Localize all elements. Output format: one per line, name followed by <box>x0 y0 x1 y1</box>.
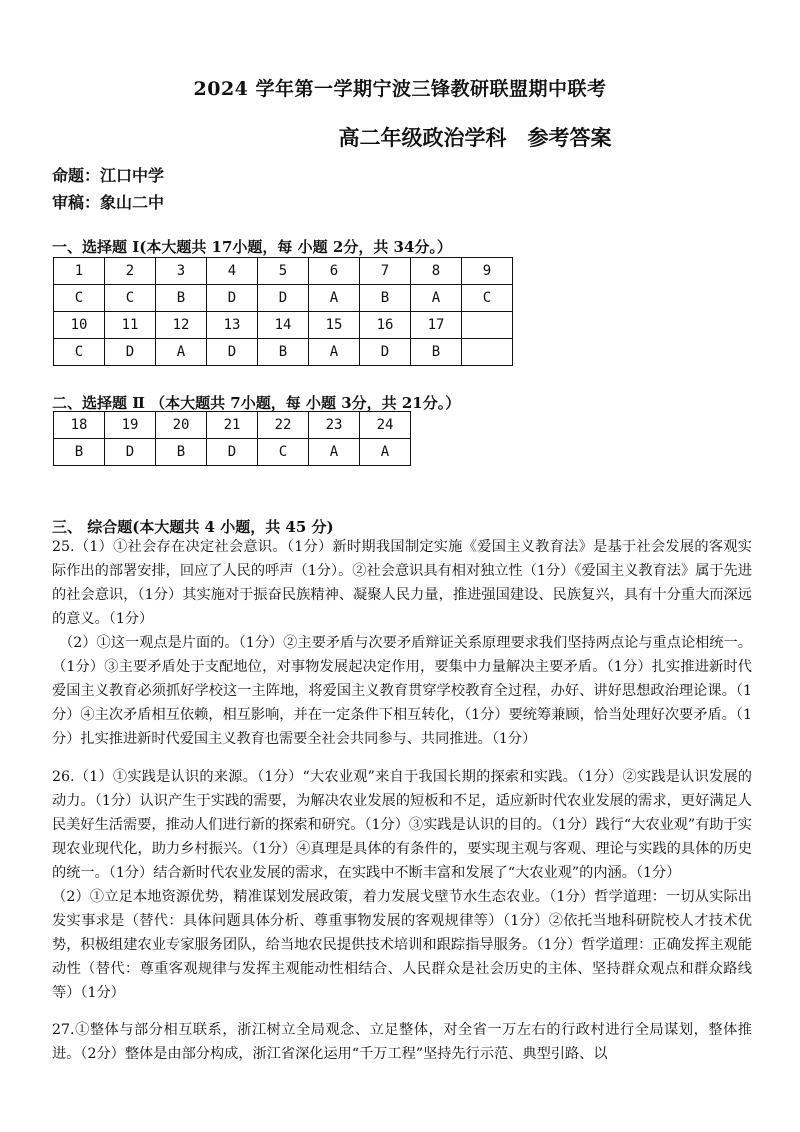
q27-part1: 27.①整体与部分相互联系，浙江树立全局观念、立足整体，对全省一万左右的行政村进行全局谋划，整体推进。（2分）整体是由部分构成，浙江省深化运用“千万工程”坚持先行示范、典型引路、以 <box>52 1022 752 1062</box>
section2-cell: B <box>156 439 207 466</box>
section2-row <box>54 412 411 439</box>
section3-heading: 三、 综合题(本大题共 4 小题，共 45 分) <box>52 518 334 536</box>
section1-cell: B <box>156 285 207 312</box>
section1-row <box>54 312 513 339</box>
section2-cell: 24 <box>360 412 411 439</box>
section2-cell: 20 <box>156 412 207 439</box>
section1-answer-table <box>53 257 513 366</box>
section1-cell: A <box>309 285 360 312</box>
section2-cell: 18 <box>54 412 105 439</box>
q26-part2: （2）①立足本地资源优势，精准谋划发展政策，着力发展戈壁节水生态农业。（1分）哲学道理：一切从实际出发实事求是（替代：具体问题具体分析、尊重事物发展的客观规律等）（1分）②依托当地科研院校人才技术优势，积极组建农业专家服务团队，给当地农民提供技术培训和跟踪指导服务。（1分）哲学道理：正确发挥主观能动性（替代：尊重客观规律与发挥主观能动性相结合、人民群众是社会历史的主体、坚持群众观点和群众路线等）（1分） <box>52 889 752 1001</box>
section1-cell: 8 <box>411 258 462 285</box>
section1-row <box>54 339 513 366</box>
section1-cell: 9 <box>462 258 513 285</box>
section1-cell: A <box>411 285 462 312</box>
section2-cell: B <box>54 439 105 466</box>
section1-cell: C <box>54 339 105 366</box>
q25-answer <box>52 535 752 751</box>
section1-cell: 12 <box>156 312 207 339</box>
section2-cell: 23 <box>309 412 360 439</box>
section1-cell: C <box>462 285 513 312</box>
section1-cell: 15 <box>309 312 360 339</box>
section2-cell: 19 <box>105 412 156 439</box>
section1-cell: A <box>156 339 207 366</box>
q25-part2: （2）①这一观点是片面的。（1分）②主要矛盾与次要矛盾辩证关系原理要求我们坚持两点论与重点论相统一。（1分）③主要矛盾处于支配地位，对事物发展起决定作用，要集中力量解决主要矛盾。（1分）扎实推进新时代爱国主义教育必须抓好学校这一主阵地，将爱国主义教育贯穿学校教育全过程，办好、讲好思想政治理论课。（1分）④主次矛盾相互依赖，相互影响，并在一定条件下相互转化，（1分）要统筹兼顾，恰当处理好次要矛盾。（1分）扎实推进新时代爱国主义教育也需要全社会共同参与、共同推进。（1分） <box>52 635 752 747</box>
section1-cell <box>462 339 513 366</box>
section1-cell: D <box>105 339 156 366</box>
section1-cell: D <box>360 339 411 366</box>
section1-cell <box>462 312 513 339</box>
section1-cell: 5 <box>258 258 309 285</box>
author-line: 命题：江口中学 <box>52 166 165 185</box>
section1-cell: B <box>258 339 309 366</box>
section1-cell: D <box>258 285 309 312</box>
section1-cell: 2 <box>105 258 156 285</box>
section1-heading: 一、选择题 I(本大题共 17小题，每 小题 2分，共 34分。） <box>52 238 452 256</box>
section1-row <box>54 258 513 285</box>
section1-cell: D <box>207 285 258 312</box>
section2-cell: D <box>207 439 258 466</box>
section1-cell: 17 <box>411 312 462 339</box>
section2-row <box>54 439 411 466</box>
section1-cell: C <box>105 285 156 312</box>
document-title: 2024 学年第一学期宁波三锋教研联盟期中联考 <box>193 78 607 100</box>
q27-answer <box>52 1018 752 1066</box>
section2-cell: A <box>360 439 411 466</box>
section2-heading: 二、选择题 Ⅱ （本大题共 7小题，每 小题 3分，共 21分。） <box>52 394 461 412</box>
q25-part1: 25.（1）①社会存在决定社会意识。（1分）新时期我国制定实施《爱国主义教育法》是基于社会发展的客观实际作出的部署安排，回应了人民的呼声（1分）。②社会意识具有相对独立性（1分）《爱国主义教育法》属于先进的社会意识，（1分）其实施对于振奋民族精神、凝聚人民力量，推进强国建设、民族复兴，具有十分重大而深远的意义。（1分） <box>52 539 752 627</box>
q26-answer <box>52 765 752 1005</box>
q26-part1: 26.（1）①实践是认识的来源。（1分）“大农业观”来自于我国长期的探索和实践。（1分）②实践是认识发展的动力。（1分）认识产生于实践的需要，为解决农业发展的短板和不足，适应新时代农业发展的需求，更好满足人民美好生活需要，推动人们进行新的探索和研究。（1分）③实践是认识的目的。（1分）践行“大农业观”有助于实现农业现代化，助力乡村振兴。（1分）④真理是具体的有条件的，要实现主观与客观、理论与实践的具体的历史的统一。（1分）结合新时代农业发展的需求，在实践中不断丰富和发展了“大农业观”的内涵。（1分） <box>52 769 752 881</box>
document-subtitle: 高二年级政治学科 参考答案 <box>338 125 612 150</box>
section1-cell: B <box>411 339 462 366</box>
section2-cell: 21 <box>207 412 258 439</box>
section2-answer-table <box>53 411 411 466</box>
section1-cell: 10 <box>54 312 105 339</box>
section1-cell: 4 <box>207 258 258 285</box>
section1-cell: 1 <box>54 258 105 285</box>
section1-cell: C <box>54 285 105 312</box>
reviewer-line: 审稿：象山二中 <box>52 193 165 212</box>
section1-cell: B <box>360 285 411 312</box>
section1-cell: 14 <box>258 312 309 339</box>
section1-cell: 3 <box>156 258 207 285</box>
section1-cell: 11 <box>105 312 156 339</box>
section2-cell: 22 <box>258 412 309 439</box>
section1-cell: 16 <box>360 312 411 339</box>
section1-cell: D <box>207 339 258 366</box>
section1-cell: 7 <box>360 258 411 285</box>
section2-cell: A <box>309 439 360 466</box>
section2-cell: D <box>105 439 156 466</box>
section1-row <box>54 285 513 312</box>
section1-cell: A <box>309 339 360 366</box>
section1-cell: 13 <box>207 312 258 339</box>
section2-cell: C <box>258 439 309 466</box>
section1-cell: 6 <box>309 258 360 285</box>
